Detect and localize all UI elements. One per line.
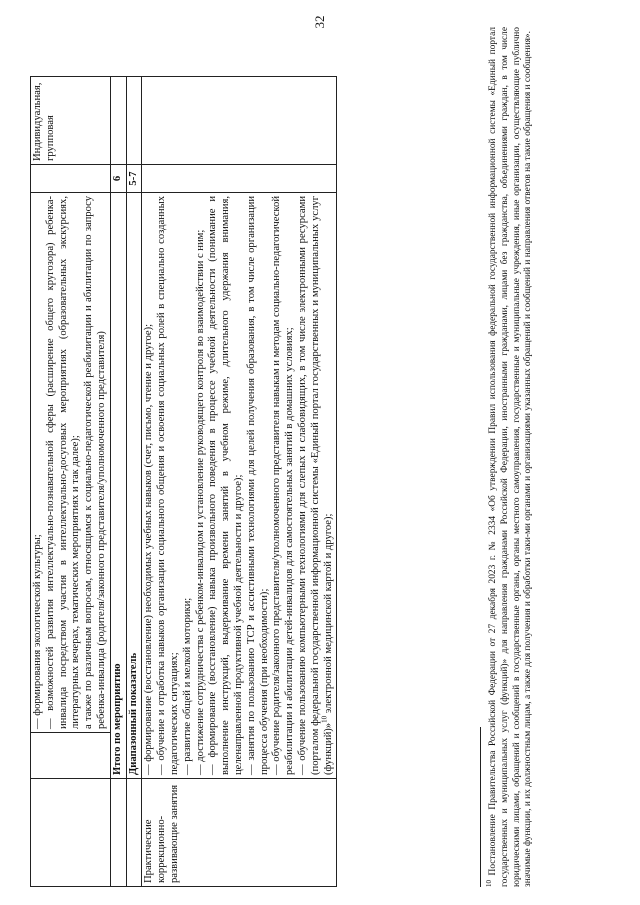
activity-title: Практические коррекционно-развивающие занятия: [142, 779, 337, 887]
page-number: 32: [312, 15, 327, 29]
table-cell: [31, 193, 111, 733]
list-item: а также по различным вопросам, относящимся к социально-педагогической реабилитации и абилитации по запросу ребенка-инвалида (родителя/законного представителя/уполномоченного представителя): [83, 196, 107, 729]
table-cell: [142, 193, 337, 779]
list-item: — занятия по пользованию ТСР и ассистивными технологиями для целей получения образования, в том числе организации процесса обучения (при необходимости);: [245, 196, 270, 775]
rehab-measures-table: [30, 76, 337, 887]
footnote-divider: [480, 727, 481, 887]
table-cell: [110, 779, 126, 887]
table-cell: [31, 165, 111, 193]
table-cell: [126, 77, 142, 165]
rotated-page-content: [30, 27, 585, 887]
list-item: — возможностей развития интеллектуально-познавательной сферы (расширение общего кругозора) ребенка-инвалида посредством участия в интеллектуально-досуговых мероприятиях (образовательных экскурсиях, литературных вечерах, тематических мероприятиях и так далее);: [44, 196, 82, 729]
list-item: — обучение родителя/законного представителя/уполномоченного представителя навыкам и методам социально-педагогической реабилитации и абилитации детей-инвалидов для самостоятельных занятий в домашних условиях;: [271, 196, 296, 775]
list-item: — развитие общей и мелкой моторики;: [181, 597, 193, 775]
total-label: Итого по мероприятию: [110, 193, 126, 779]
table-row: [110, 77, 126, 887]
table-row: [142, 77, 337, 887]
range-label: Диапазонный показатель: [126, 193, 142, 779]
footnote-ref: 10: [320, 715, 328, 723]
footnote-text: Постановление Правительства Российской Федерации от 27 декабря 2023 г. № 2334 «Об утверждении Правил использования федеральной государственной информационной системы «Единый портал государственных и муниципальных услуг (функций)» для направления гражданами Российской Федерации, иностранными гражданами, лицами без гражданства, объединениями граждан, в том числе юридическими лицами, обращений и сообщений в государственные органы, органы местного самоуправления, государственные и муниципальные учреждения, иные организации, осуществляющие публично значимые функции, и их должностным лицам, а также для получения и обработки таки-ми органами и организациями указанных обращений и сообщений и направления ответов на такие обращения и сообщения».: [488, 27, 534, 887]
table-row: [31, 77, 111, 887]
total-value: 6: [110, 165, 126, 193]
list-item: [297, 196, 335, 775]
list-item: — обучение и отработка навыков организации социального общения и освоения социальных ролей в специально созданных педагогических ситуациях;: [156, 196, 180, 775]
list-item: — достижение сотрудничества с ребенком-инвалидом и установление руководящего контроля во взаимодействии с ним;: [194, 229, 206, 775]
list-item: — формирование (восстановление) навыка произвольного поведения в процессе учебной деятельности (понимание и выполнение инструкций, выдерживание времени занятий в учебном режиме, длительного удержания внимания, целенаправленной продуктивной учебной деятельности и другое);: [207, 196, 244, 775]
table-cell: [31, 779, 111, 887]
list-item-text: электронной медицинской картой и другое);: [322, 513, 334, 714]
range-value: 5-7: [126, 165, 142, 193]
table-row: [126, 77, 142, 887]
table-cell: [110, 77, 126, 165]
list-item-text: — обучение пользованию компьютерными технологиями для слепых и слабовидящих, в том числе электронными ресурсами (порталом федеральной государственной информационной системы «Единый портал государственных и муниципальных услуг (функций)»: [296, 196, 334, 775]
table-cell: [142, 165, 337, 193]
footnote-mark: 10: [484, 880, 493, 887]
list-item: — формирование (восстановление) необходимых учебных навыков (счет, письмо, чтение и другое);: [143, 323, 155, 775]
footnote: [484, 27, 535, 887]
table-cell: [126, 779, 142, 887]
form-cell: Индивидуальная, групповая: [31, 77, 111, 165]
table-cell: [142, 77, 337, 165]
list-item: — формирования экологической культуры;: [32, 534, 43, 729]
table-cell: [31, 733, 111, 779]
